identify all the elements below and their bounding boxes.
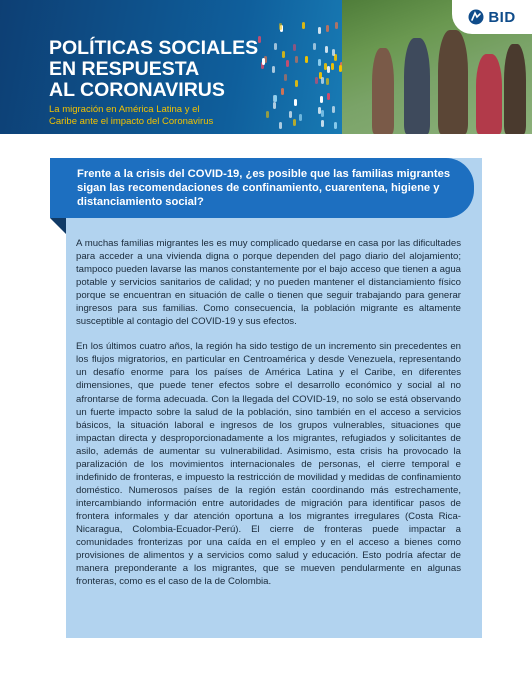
person-dot	[332, 106, 335, 113]
person-dot	[289, 111, 292, 118]
person-dot	[327, 66, 330, 73]
page-subtitle	[49, 104, 269, 128]
bid-logo-icon	[468, 9, 484, 25]
person-dot	[326, 25, 329, 32]
person-dot	[325, 46, 328, 53]
person-dot	[332, 49, 335, 56]
person-dot	[295, 56, 298, 63]
title-line: POLÍTICAS SOCIALES	[49, 37, 259, 59]
person-dot	[327, 93, 330, 100]
logo-text: BID	[488, 8, 516, 26]
person-dot	[293, 119, 296, 126]
paragraph: A muchas familias migrantes les es muy complicado quedarse en casa por las dificultades para acceder a una vivienda digna o porque dependen del pago diario del alojamiento; tampoco pueden lavarse las manos constantemente por el bajo acceso que tienen a agua potable y servicios sanitarios de calidad; y no pueden mantener el distanciamiento físico porque se encuentran en situación de calle o tienen que seguir trabajando para generar ingresos para sus familias. Como consecuencia, la población migrante es altamente susceptible al contagio del COVID-19 y sus efectos.	[76, 238, 461, 328]
person-dot	[321, 110, 324, 117]
title-line: AL CORONAVIRUS	[49, 79, 225, 101]
body-text	[76, 237, 461, 600]
person-dot	[294, 99, 297, 106]
person-dot	[335, 22, 338, 29]
person-dot	[315, 77, 318, 84]
page-title	[49, 38, 289, 101]
paragraph: En los últimos cuatro años, la región ha sido testigo de un incremento sin precedentes en los flujos migratorios, en particular en Centroamérica y desde Venezuela, representando un desafío enorme para los países de América Latina y el Caribe, en diferentes dimensiones, que puede tener efectos sobre el desarrollo económico y social al no afrontarse de forma adecuada. Con la llegada del COVID-19, no solo se está observando un fuerte impacto sobre la salud de la población, sino también en el acceso a servicios básicos, la situación laboral e ingresos de los grupos vulnerables, situaciones que impactan directa y desproporcionadamente a los migrantes, refugiados y solicitantes de asilo, además de aumentar su vulnerabilidad. Asimismo, esta crisis ha provocado la paralización de los movimientos internacionales de personas, el cierre temporal e indefinido de fronteras, e impuesto la restricción de movilidad y medidas de confinamiento doméstico. Numerosos países de la región están coordinando más estrechamente, intercambiando información entre autoridades de migración para identificar pasos de frontera informales y dar atención oportuna a los migrantes irregulares (Costa Rica-Nicaragua, Colombia-Ecuador-Perú). El cierre de fronteras puede impactar a comunidades fronterizas por una caída en el empleo y en el acceso a bienes como provisiones de alimentos y a servicios como salud y educación. Esto podría afectar de manera preponderante a los migrantes, que se mueven pendularmente en algunas fronteras, como es el caso de la de Colombia.	[76, 341, 461, 588]
person-dot	[321, 120, 324, 127]
person-dot	[279, 122, 282, 129]
question-text: Frente a la crisis del COVID-19, ¿es posible que las familias migrantes sigan las recomendaciones de confinamiento, cuarentena, higiene y distanciamiento social?	[77, 168, 451, 208]
person-dot	[279, 23, 282, 30]
person-dot	[318, 27, 321, 34]
person-dot	[302, 22, 305, 29]
person-dot	[293, 44, 296, 51]
person-dot	[326, 78, 329, 85]
title-line: EN RESPUESTA	[49, 58, 200, 80]
person-dot	[273, 102, 276, 109]
person-dot	[331, 63, 334, 70]
person-dot	[313, 43, 316, 50]
person-dot	[320, 96, 323, 103]
bid-logo	[452, 0, 532, 34]
subtitle-line: La migración en América Latina y el	[49, 104, 200, 115]
person-dot	[299, 114, 302, 121]
person-dot	[318, 59, 321, 66]
subtitle-line: Caribe ante el impacto del Coronavirus	[49, 116, 214, 127]
person-dot	[334, 122, 337, 129]
person-dot	[305, 56, 308, 63]
person-dot	[321, 77, 324, 84]
person-dot	[295, 80, 298, 87]
question-banner	[50, 158, 474, 218]
header-banner	[0, 0, 532, 134]
